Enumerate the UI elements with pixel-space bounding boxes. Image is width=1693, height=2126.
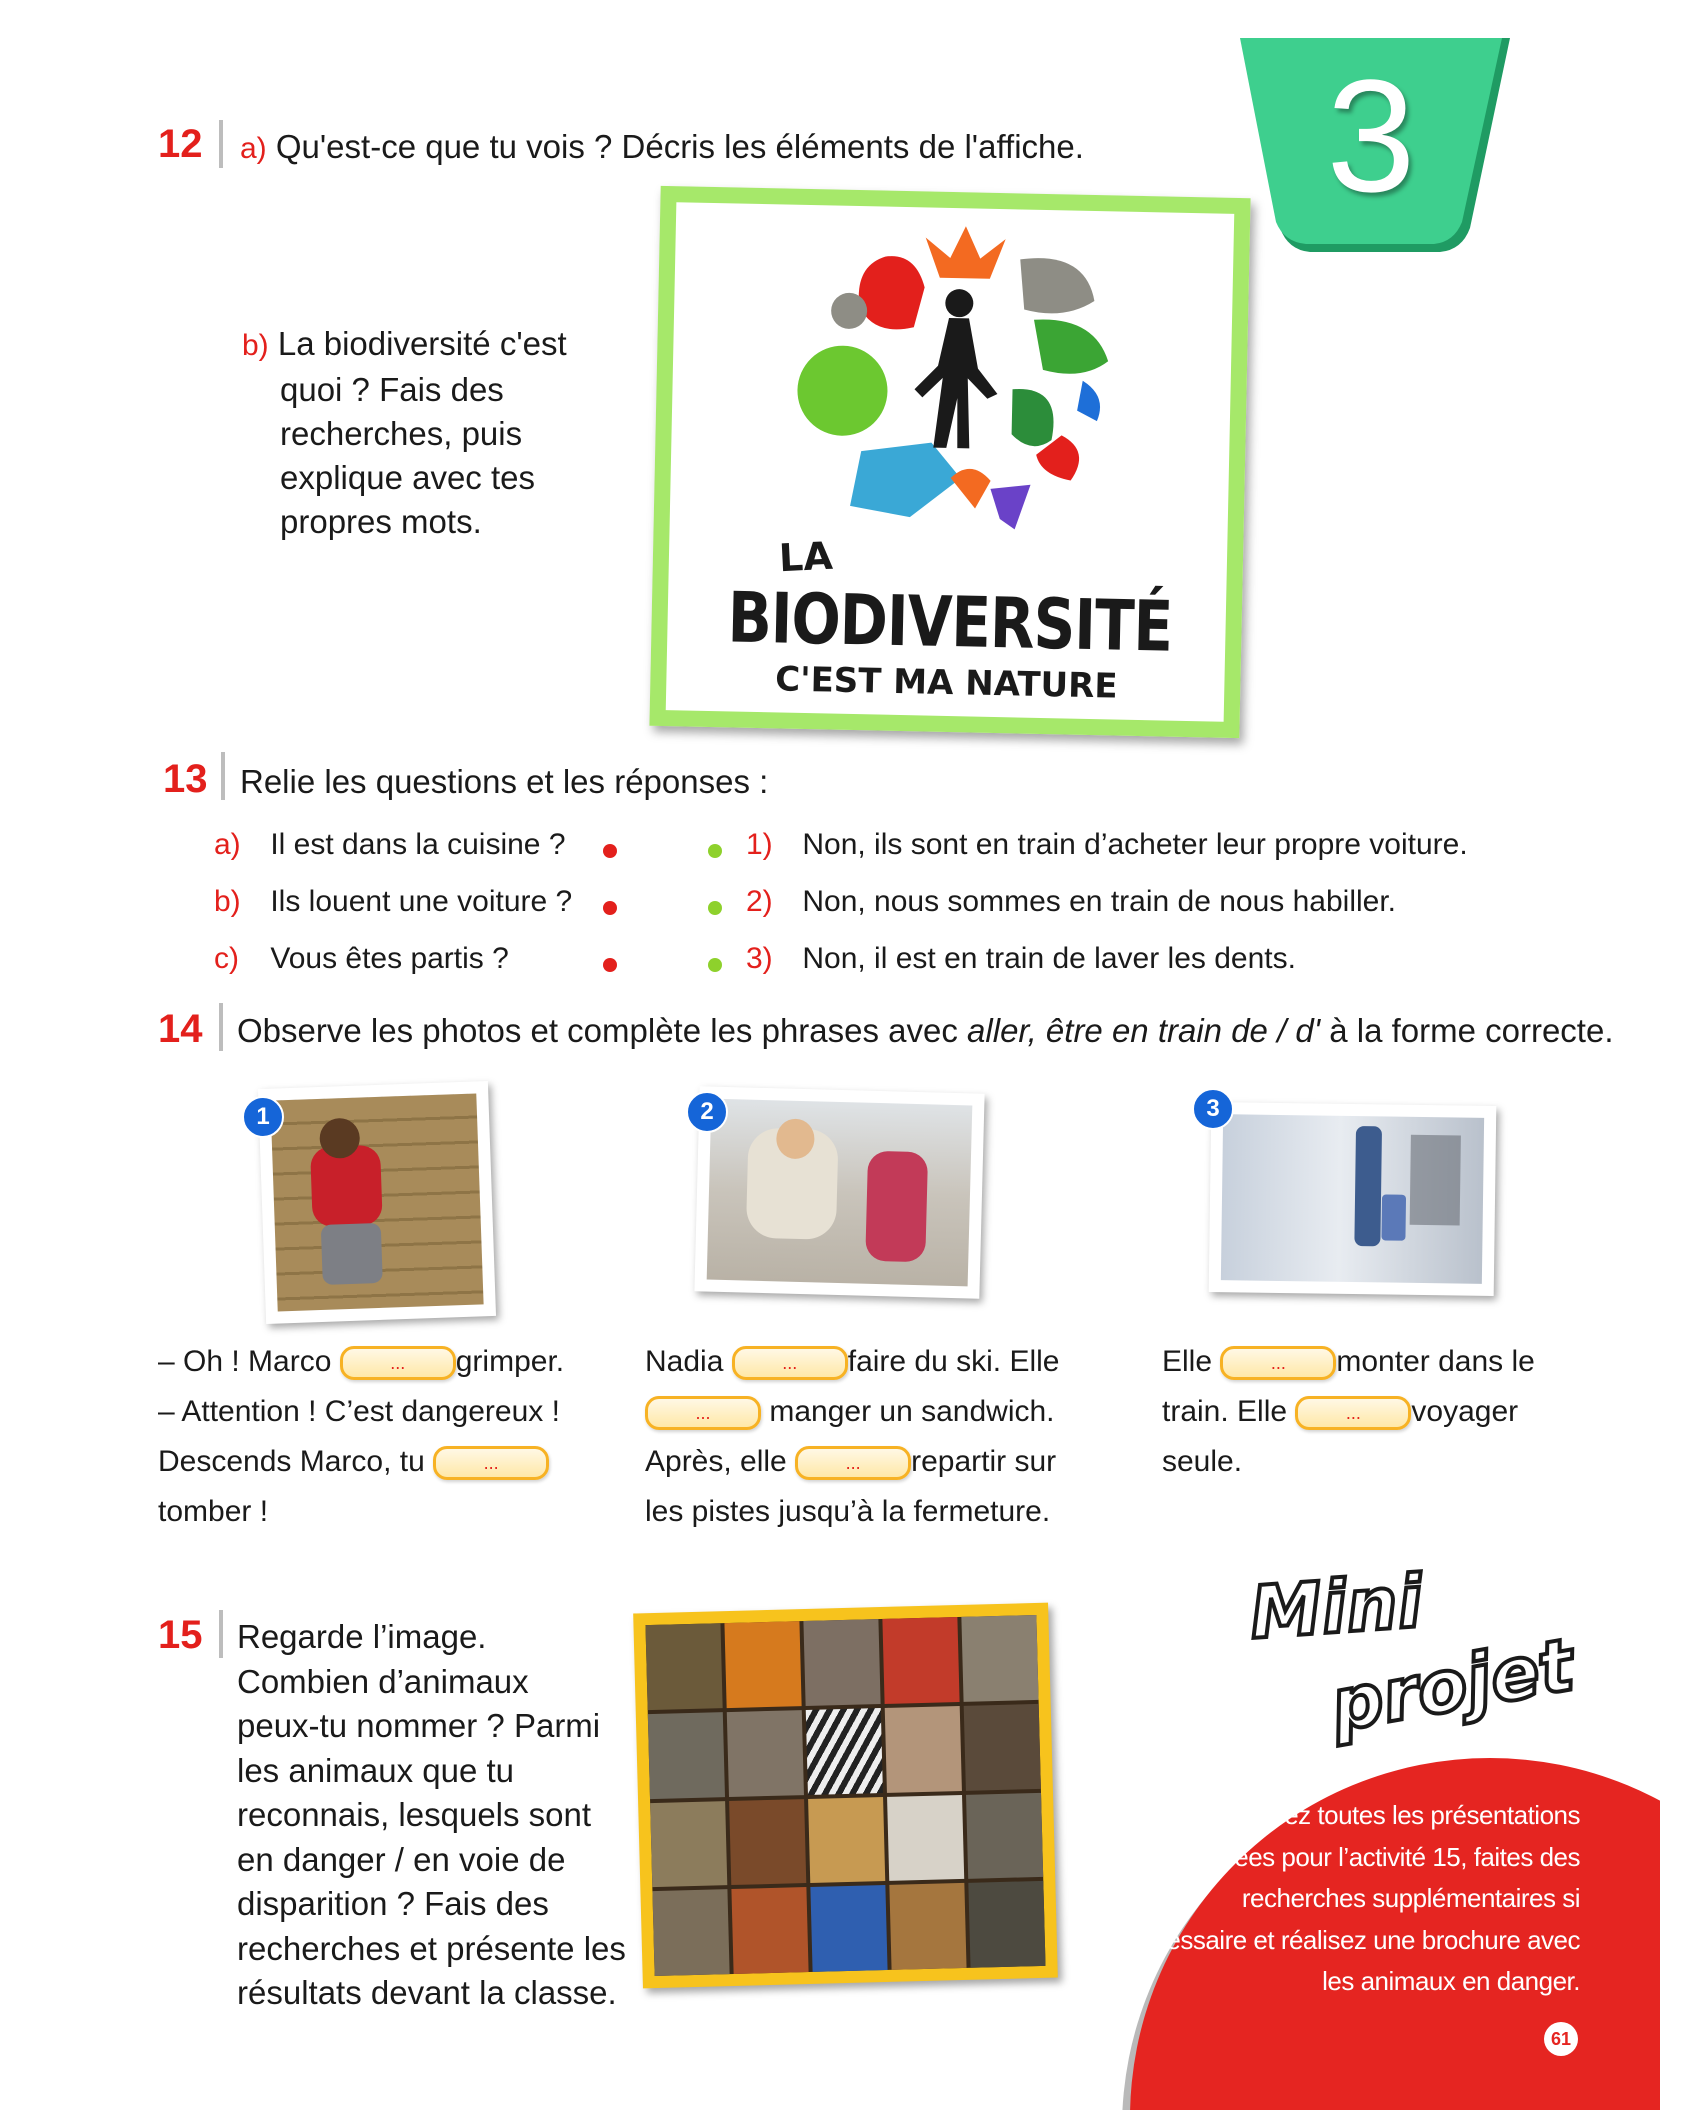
animal-tile [803,1619,880,1706]
exercise-15-line: reconnais, lesquels sont [237,1796,592,1833]
sentence-line [1162,1337,1535,1387]
list-item [214,822,572,879]
item-letter: b) [214,885,241,918]
biodiversity-poster [649,186,1250,738]
exercise-12b-line: propres mots. [280,503,482,540]
sentence-text: grimper. [455,1345,565,1378]
question-text: Ils louent une voiture ? [270,885,573,918]
item-letter: c) [214,942,239,975]
animal-tile [885,1706,962,1793]
part-letter: a) [240,132,267,165]
item-letter: a) [214,828,241,861]
sentence-line: – Attention ! C’est dangereux ! [158,1395,560,1428]
list-item [214,879,572,936]
animal-tile [645,1623,722,1710]
photo-ski-lunch [694,1086,984,1298]
item-number: 3) [746,942,773,975]
sentence-text: faire du ski. Elle [847,1345,1060,1378]
chapter-number: 3 [1326,46,1416,225]
answer-text: Non, nous sommes en train de nous habiller. [802,885,1397,918]
instruction-text: Observe les photos et complète les phrases avec [237,1012,968,1049]
sentence-text: Nadia [645,1345,724,1378]
exercise-12b-line: quoi ? Fais des [280,371,504,408]
answer-blank[interactable]: ... [1220,1346,1336,1380]
sentence-line: seule. [1162,1445,1243,1478]
animal-tile [961,1615,1038,1702]
mini-projet-title [1240,1559,1580,1765]
sentence-line [645,1437,1060,1487]
exercise-14-col-2 [645,1337,1060,1537]
list-item [746,822,1468,879]
sentence-line: les pistes jusqu’à la fermeture. [645,1495,1051,1528]
exercise-15-line: les animaux que tu [237,1751,515,1789]
poster-title: BIODIVERSITÉ [726,576,1173,668]
mini-title-line-1: Mini [1247,1559,1425,1655]
mini-projet-text [1110,1795,1580,2003]
sentence-text: voyager [1411,1395,1519,1428]
animal-tile [731,1887,808,1974]
answer-text: Non, ils sont en train d’acheter leur propre voiture. [802,828,1468,861]
animal-tile [889,1883,966,1970]
question-text: Vous êtes partis ? [270,942,509,975]
exercise-12a-text: Qu'est-ce que tu vois ? Décris les éléments de l'affiche. [275,128,1084,165]
photo-image [707,1099,973,1287]
question-text: Il est dans la cuisine ? [270,828,566,861]
exercise-14-number: 14 [158,1007,203,1051]
match-dot[interactable] [708,844,722,858]
answer-blank[interactable]: ... [340,1346,456,1380]
exercise-15-line: peux-tu nommer ? Parmi [237,1707,601,1744]
animal-tile [810,1885,887,1972]
item-number: 2) [746,885,773,918]
photo-train-station [1209,1102,1497,1296]
animal-tile [968,1881,1045,1968]
exercise-15-line: disparition ? Fais des [237,1885,549,1922]
animal-tile [882,1617,959,1704]
sentence-text: train. Elle [1162,1395,1288,1428]
answer-blank[interactable]: ... [732,1346,848,1380]
exercise-15-text [237,1615,626,2016]
exercise-14-col-3 [1162,1337,1535,1487]
match-dot[interactable] [708,901,722,915]
animal-tile [648,1712,725,1799]
answer-blank[interactable]: ... [645,1396,761,1430]
exercise-13-number: 13 [163,757,208,801]
exercise-15-line: Regarde l’image. [237,1618,487,1655]
mini-projet-line: les animaux en danger. [1322,1966,1580,1996]
match-dot[interactable] [603,958,617,972]
poster-title-small: LA [777,533,834,581]
sentence-line [645,1337,1060,1387]
animal-tile [806,1708,883,1795]
exercise-15-line: en danger / en voie de [237,1840,566,1878]
mini-projet-line: Utilisez toutes les présentations [1230,1800,1580,1830]
photo-image [270,1093,483,1311]
exercise-12b-line: explique avec tes [280,459,535,496]
animal-tile [727,1710,804,1797]
mini-projet-line: nécessaire et réalisez une brochure avec [1125,1924,1580,1955]
exercise-13-instruction: Relie les questions et les réponses : [240,763,769,800]
exercise-12-number: 12 [158,122,203,166]
photo-climbing [258,1081,496,1324]
item-number: 1) [746,828,773,861]
exercise-12a [240,125,1084,171]
animal-tile [887,1794,964,1881]
divider [219,1610,223,1658]
animal-collage [633,1603,1058,1989]
photo-number-badge: 3 [1192,1088,1234,1130]
exercise-14-col-1 [158,1337,564,1537]
mini-projet-line: recherches supplémentaires si [1241,1883,1580,1913]
sentence-text: Elle [1162,1345,1213,1378]
sentence-line: tomber ! [158,1495,269,1528]
mini-projet-line: réalisées pour l’activité 15, faites des [1175,1841,1580,1872]
match-dot[interactable] [603,844,617,858]
photo-number-badge: 2 [686,1091,728,1133]
sentence-text: repartir sur [911,1445,1057,1478]
animal-tile [650,1801,727,1888]
part-letter: b) [242,329,269,362]
answer-list [746,822,1468,993]
mini-title-line-2: projet [1324,1622,1580,1748]
photo-image [1221,1114,1484,1284]
list-item [746,879,1468,936]
sentence-line [1162,1387,1535,1437]
collage-grid [645,1615,1045,1976]
answer-text: Non, il est en train de laver les dents. [802,942,1296,975]
animal-tile [729,1799,806,1886]
sentence-line [158,1337,564,1387]
answer-blank[interactable]: ... [1295,1396,1411,1430]
chapter-tab [1240,38,1510,258]
animal-tile [652,1889,729,1976]
list-item [746,936,1468,993]
answer-blank[interactable]: ... [433,1446,549,1480]
sentence-text: Descends Marco, tu [158,1445,425,1478]
match-dot[interactable] [708,958,722,972]
exercise-15-number: 15 [158,1613,203,1657]
instruction-italic: aller, être en train de / d' [967,1012,1321,1049]
biodiversity-logo [759,214,1166,552]
animal-tile [964,1704,1041,1791]
sentence-text: Après, elle [645,1445,787,1478]
divider [219,1003,223,1051]
list-item [214,936,572,993]
sentence-line [158,1437,564,1487]
answer-blank[interactable]: ... [795,1446,911,1480]
exercise-14-instruction [237,1009,1614,1053]
exercise-12b [242,322,602,544]
photo-number-badge: 1 [242,1096,284,1138]
animal-tile [966,1792,1043,1879]
exercise-15-line: Combien d’animaux [237,1662,529,1700]
sentence-text: monter dans le [1336,1345,1535,1378]
sentence-line [645,1387,1060,1437]
match-dot[interactable] [603,901,617,915]
sentence-text: manger un sandwich. [769,1395,1055,1428]
animal-tile [724,1621,801,1708]
exercise-15-line: résultats devant la classe. [237,1974,617,2011]
page-number: 61 [1544,2022,1578,2056]
sentence-text: – Oh ! Marco [158,1345,332,1378]
poster-subtitle: C'EST MA NATURE [774,659,1118,707]
exercise-15-line: recherches et présente les [237,1929,626,1967]
exercise-12b-line: recherches, puis [280,415,523,452]
divider [219,120,223,168]
instruction-text: à la forme correcte. [1320,1012,1614,1049]
question-list [214,822,572,993]
divider [221,752,225,800]
exercise-12b-line: La biodiversité c'est [277,325,567,362]
animal-tile [808,1797,885,1884]
